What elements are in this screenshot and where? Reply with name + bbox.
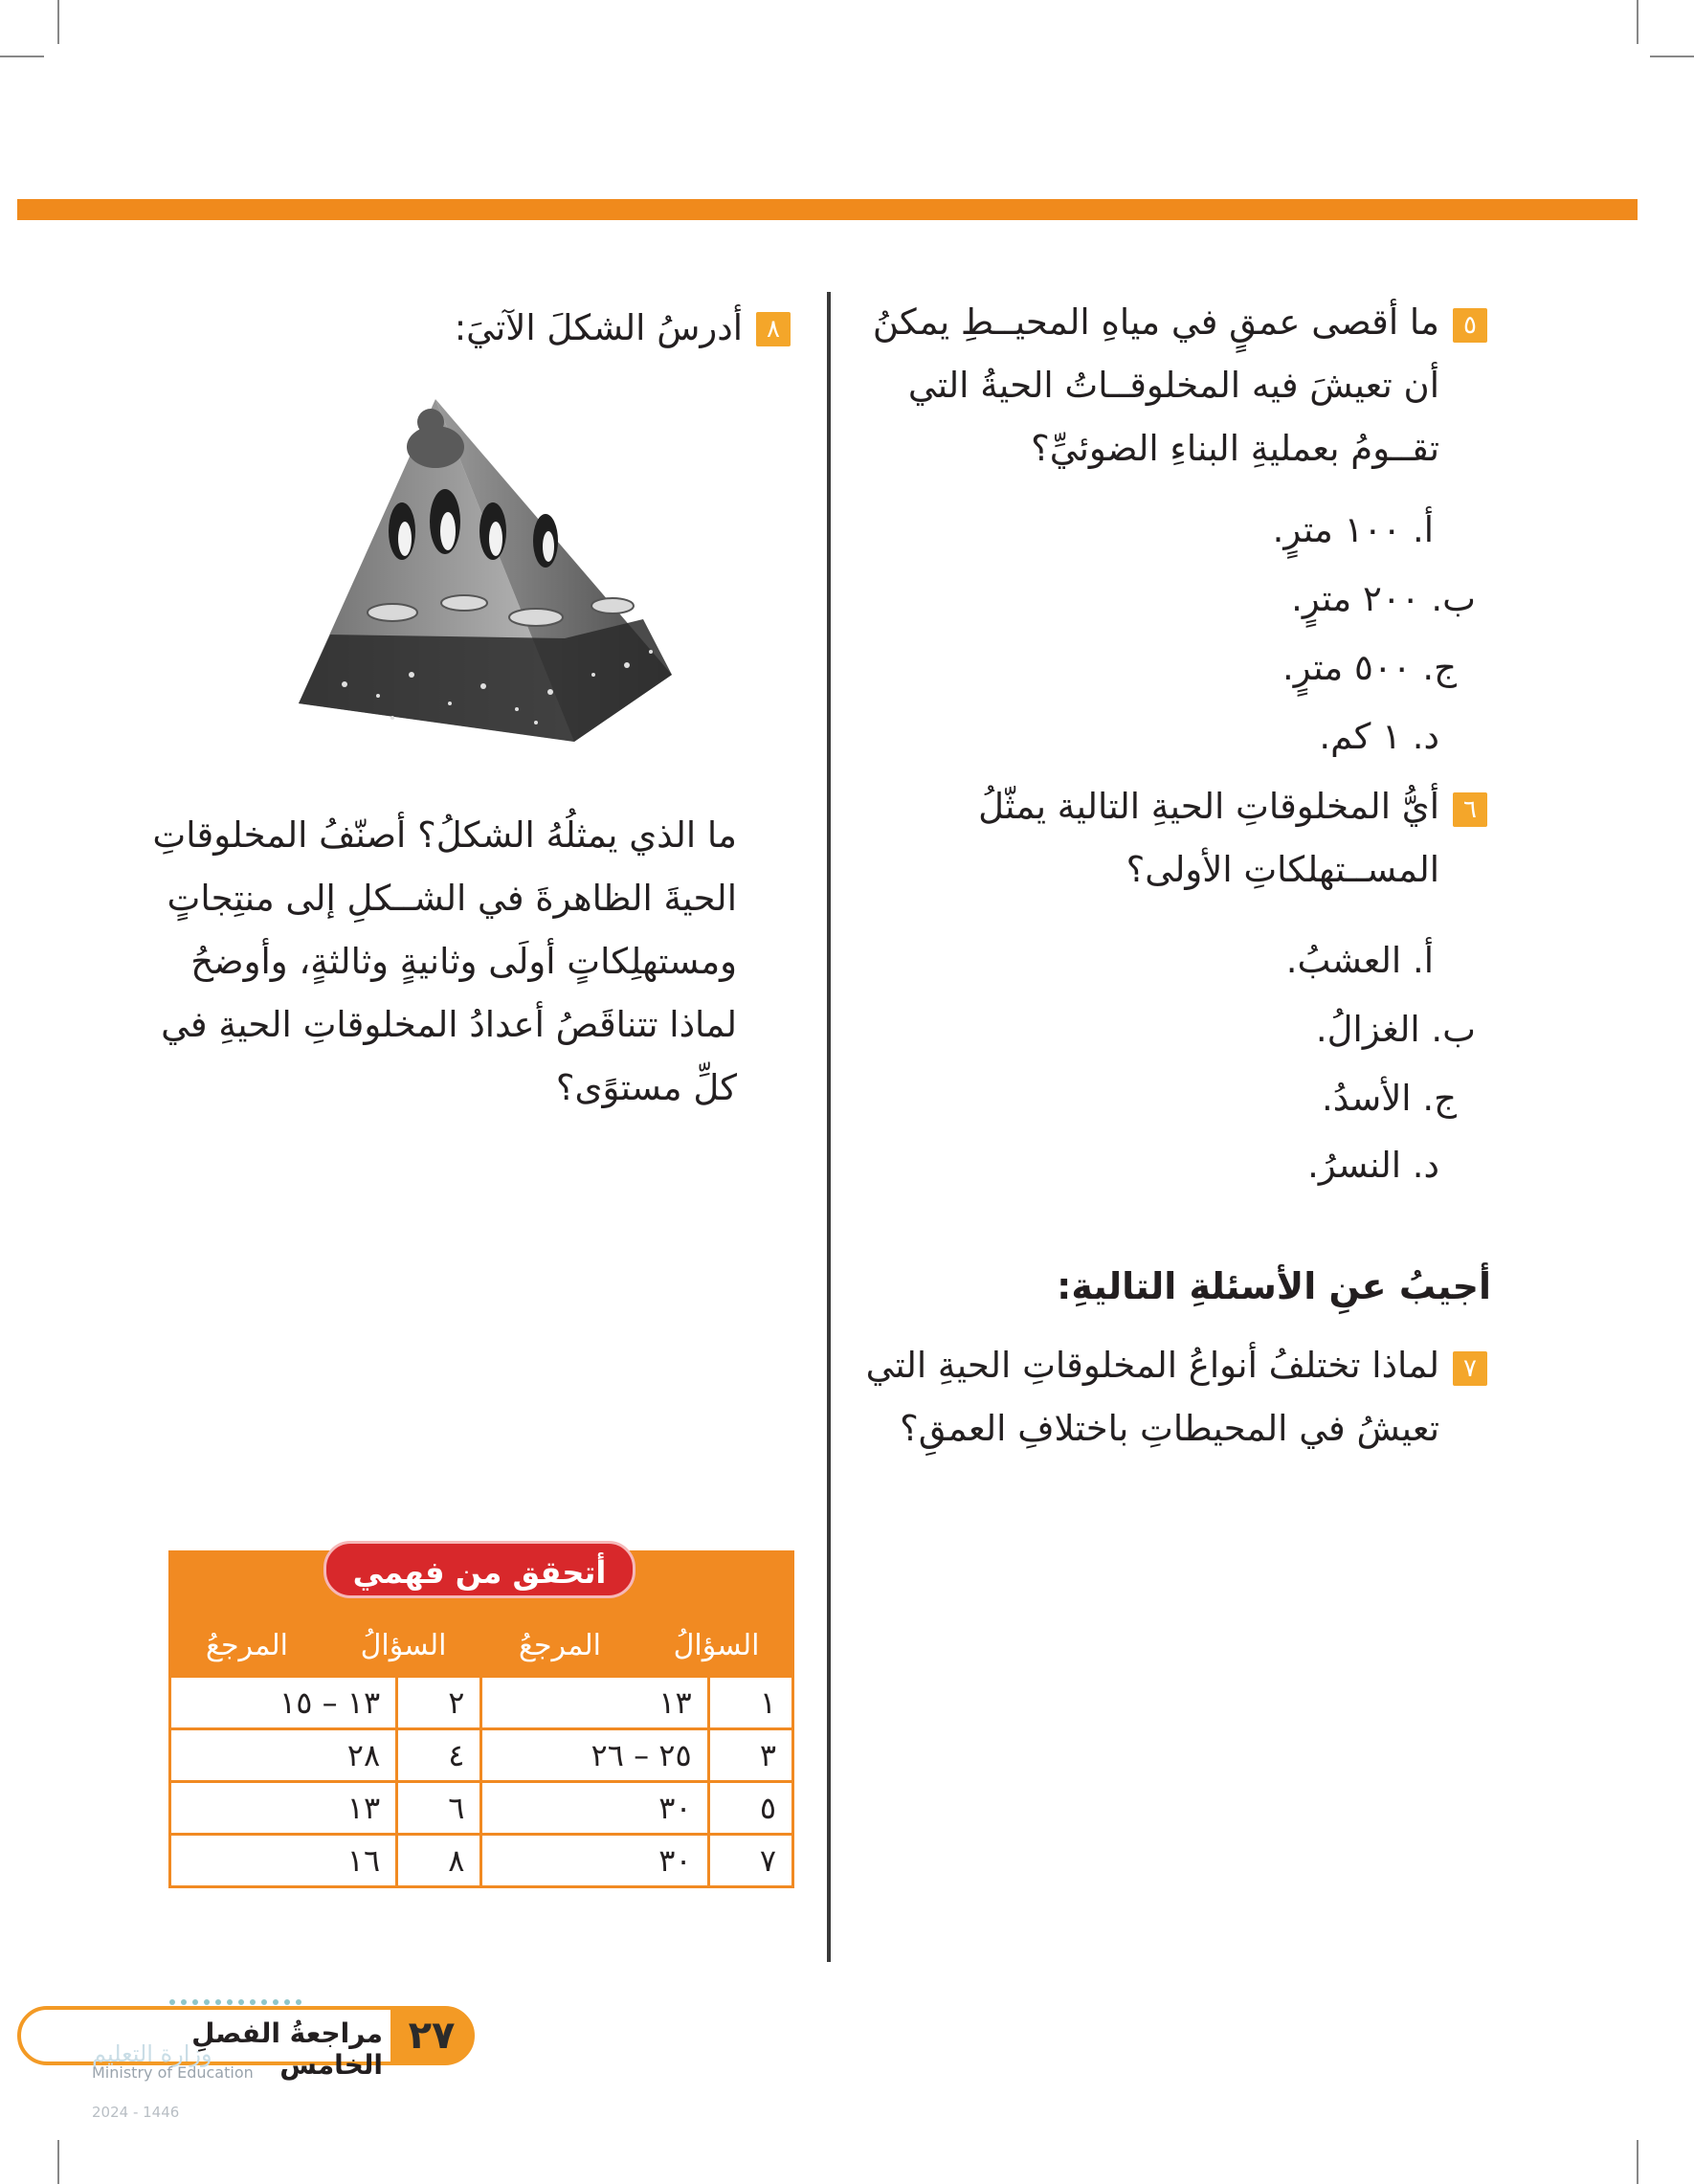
table-row xyxy=(170,1782,793,1835)
q5-option-c[interactable]: ج. ٥٠٠ مترٍ. xyxy=(1282,647,1457,688)
table-cell: ٤ xyxy=(397,1729,481,1782)
q6-option-c[interactable]: ج. الأسدُ. xyxy=(1322,1078,1457,1119)
q6-text: أيُّ المخلوقاتِ الحيةِ التالية يمثّلُ المســتهلكاتِ الأولى؟ xyxy=(978,786,1439,890)
q5-option-a[interactable]: أ. ١٠٠ مترٍ. xyxy=(1272,509,1434,550)
header-reference-1: المرجعُ xyxy=(519,1629,601,1662)
food-pyramid-image xyxy=(287,388,680,747)
table-cell: ٦ xyxy=(397,1782,481,1835)
chapter-review-label: مراجعةُ الفصلِ الخامس xyxy=(191,2017,383,2081)
table-row xyxy=(170,1677,793,1729)
ministry-name-arabic: وزارة التعليم xyxy=(92,2040,212,2067)
top-accent-bar xyxy=(17,199,1638,220)
answer-reference-grid xyxy=(168,1675,794,1888)
table-cell: ٥ xyxy=(708,1782,792,1835)
q8-intro: أدرسُ الشكلَ الآتيَ: xyxy=(454,307,743,348)
table-cell: ٢٥ – ٢٦ xyxy=(481,1729,708,1782)
crop-mark xyxy=(0,56,44,57)
column-divider xyxy=(827,292,831,1962)
table-cell: ٢٨ xyxy=(170,1729,397,1782)
q5-number: ٥ xyxy=(1453,308,1487,343)
table-cell: ٨ xyxy=(397,1835,481,1887)
q6-option-a[interactable]: أ. العشبُ. xyxy=(1285,940,1434,981)
table-cell: ١٣ – ١٥ xyxy=(170,1677,397,1729)
check-understanding-table xyxy=(168,1550,794,1879)
table-cell: ١٦ xyxy=(170,1835,397,1887)
q5-option-b[interactable]: ب. ٢٠٠ مترٍ. xyxy=(1291,578,1476,619)
seal-top xyxy=(407,409,464,468)
check-understanding-banner: أتحقق من فهمي xyxy=(323,1541,635,1598)
crop-mark xyxy=(1650,56,1694,57)
table-cell: ٣٠ xyxy=(481,1782,708,1835)
crop-mark xyxy=(57,0,59,44)
table-cell: ١٣ xyxy=(170,1782,397,1835)
q6-number: ٦ xyxy=(1453,792,1487,827)
q6-option-d[interactable]: د. النسرُ. xyxy=(1307,1145,1439,1186)
table-cell: ٢ xyxy=(397,1677,481,1729)
crop-mark xyxy=(1637,0,1638,44)
ministry-name-english: Ministry of Education xyxy=(92,2063,254,2082)
q8-text: ما الذي يمثلُهُ الشكلُ؟ أصنّفُ المخلوقاتِ الحيةَ الظاهرةَ في الشــكلِ إلى منتِجاتٍ ومستهلِكاتٍ أولَى وثانيةٍ وثالثةٍ، وأوضحُ لماذا تتناقَصُ أعدادُ المخلوقاتِ الحيةِ في كلِّ مستوًى؟ xyxy=(152,814,737,1108)
table-row xyxy=(170,1729,793,1782)
answer-heading: أجيبُ عنِ الأسئلةِ التاليةِ: xyxy=(1057,1265,1491,1307)
q5-option-d[interactable]: د. ١ كم. xyxy=(1319,716,1439,757)
table-cell: ٧ xyxy=(708,1835,792,1887)
q8-number: ٨ xyxy=(756,312,791,346)
q5-text: ما أقصى عمقٍ في مياهِ المحيــطِ يمكنُ أن تعيشَ فيه المخلوقــاتُ الحيةُ التي تقــومُ بعمليةِ البناءِ الضوئيِّ؟ xyxy=(872,301,1439,469)
header-question-2: السؤالُ xyxy=(360,1629,447,1662)
table-cell: ١ xyxy=(708,1677,792,1729)
table-cell: ٣ xyxy=(708,1729,792,1782)
header-reference-2: المرجعُ xyxy=(206,1629,288,1662)
edition-year: 2024 - 1446 xyxy=(92,2104,180,2121)
page-number: ٢٧ xyxy=(390,2008,473,2063)
q6-option-b[interactable]: ب. الغزالُ. xyxy=(1315,1009,1476,1050)
q7-text: لماذا تختلفُ أنواعُ المخلوقاتِ الحيةِ التي تعيشُ في المحيطاتِ باختلافِ العمقِ؟ xyxy=(865,1345,1439,1449)
table-row xyxy=(170,1835,793,1887)
header-question-1: السؤالُ xyxy=(673,1629,760,1662)
table-cell: ٣٠ xyxy=(481,1835,708,1887)
crop-mark xyxy=(57,2140,59,2184)
crop-mark xyxy=(1637,2140,1638,2184)
table-cell: ١٣ xyxy=(481,1677,708,1729)
q7-number: ٧ xyxy=(1453,1351,1487,1386)
pyramid-base-band xyxy=(299,619,672,742)
